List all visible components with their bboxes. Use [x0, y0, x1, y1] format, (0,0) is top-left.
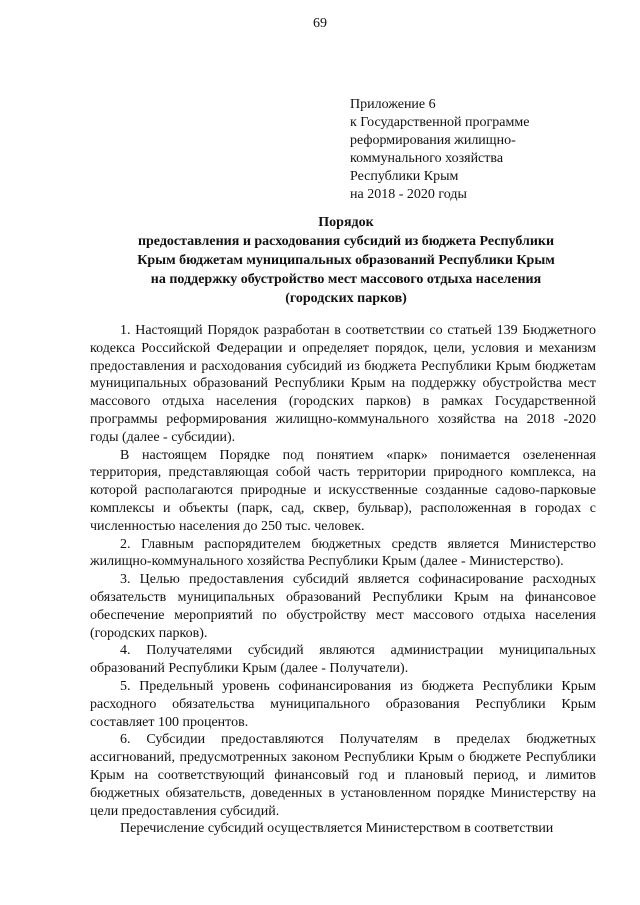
paragraph-transfer: Перечисление субсидий осуществляется Министерством в соответствии: [120, 821, 554, 837]
paragraph-3: 3. Целью предоставления субсидий является софинасирование расходных обязательств муниципальных образований Республики Крым на финансовое обеспечение мероприятий по обустройству мест массового отдыха населения (городских парков).: [90, 572, 596, 641]
title-line: Порядок: [318, 215, 374, 230]
appendix-line: реформирования жилищно-: [350, 133, 516, 148]
appendix-line: Республики Крым: [350, 169, 459, 184]
paragraph-1: 1. Настоящий Порядок разработан в соответствии со статьей 139 Бюджетного кодекса Российской Федерации и определяет порядок, цели, условия и механизм предоставления и расходования субсидий из бюджета Республики Крым бюджетам муниципальных образований Республики Крым на поддержку обустройства мест массового отдыха населения (городских парков) в рамках Государственной программы реформирования жилищно-коммунального хозяйства на 2018 -2020 годы (далее - субсидии).: [90, 323, 596, 445]
appendix-header: [350, 96, 620, 204]
paragraph-park-definition: В настоящем Порядке под понятием «парк» понимается озелененная территория, представляющая собой часть территории природного комплекса, на которой располагаются природные и искусственные созданные садово-парковые комплексы и объекты (парк, сад, сквер, бульвар), расположенная в городах с численностью населения до 250 тыс. человек.: [90, 447, 596, 534]
page-number: 69: [313, 16, 327, 31]
appendix-line: к Государственной программе: [350, 115, 530, 130]
paragraph-2: 2. Главным распорядителем бюджетных средств является Министерство жилищно-коммунального хозяйства Республики Крым (далее - Министерство).: [90, 536, 596, 570]
document-body: [90, 322, 596, 838]
title-line: предоставления и расходования субсидий из бюджета Республики: [137, 234, 555, 249]
document-title: [96, 213, 596, 308]
title-line: на поддержку обустройство мест массового отдыха населения: [150, 272, 542, 287]
appendix-line: на 2018 - 2020 годы: [350, 187, 467, 202]
paragraph-5: 5. Предельный уровень софинансирования из бюджета Республики Крым расходного обязательства муниципального образования Республики Крым составляет 100 процентов.: [90, 678, 596, 730]
title-line: (городских парков): [285, 291, 407, 306]
appendix-line: коммунального хозяйства: [350, 151, 504, 166]
title-line: Крым бюджетам муниципальных образований Республики Крым: [137, 253, 555, 268]
paragraph-4: 4. Получателями субсидий являются администрации муниципальных образований Республики Крым (далее - Получатели).: [90, 643, 596, 677]
appendix-line: Приложение 6: [350, 97, 436, 112]
paragraph-6: 6. Субсидии предоставляются Получателям в пределах бюджетных ассигнований, предусмотренных законом Республики Крым о бюджете Республики Крым на соответствующий финансовый год и плановый период, и лимитов бюджетных обязательств, доведенных в установленном порядке Министерству на цели предоставления субсидий.: [90, 732, 596, 819]
